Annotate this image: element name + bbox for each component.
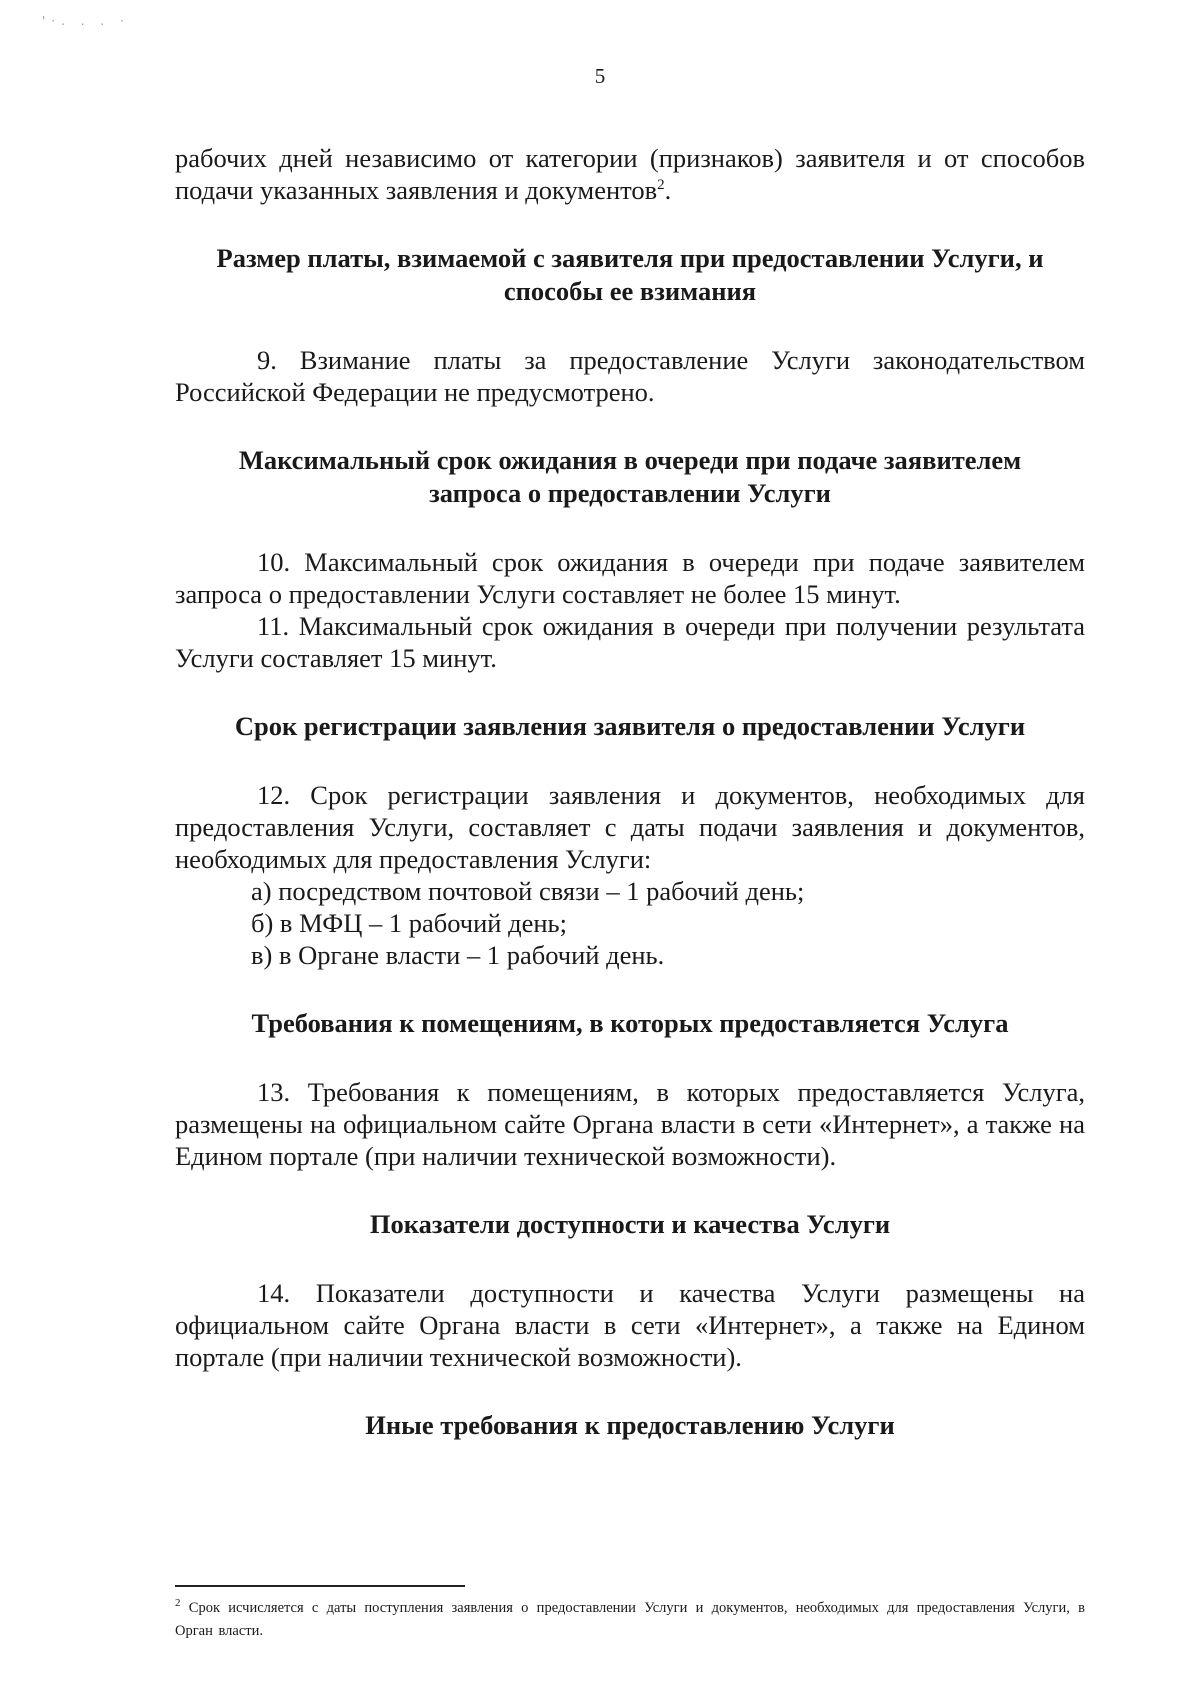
section-heading-premises: Требования к помещениям, в которых предоставляется Услуга bbox=[251, 1008, 1009, 1038]
section-heading-other-requirements: Иные требования к предоставлению Услуги bbox=[365, 1410, 895, 1440]
intro-tail: . bbox=[664, 175, 672, 205]
section-heading-queue-wait: Максимальный срок ожидания в очереди при подаче заявителем запроса о предоставлении Услуги bbox=[238, 445, 1022, 508]
intro-paragraph bbox=[175, 142, 1085, 206]
section-heading-registration: Срок регистрации заявления заявителя о предоставлении Услуги bbox=[234, 711, 1026, 741]
scan-artifact: '·. . . · bbox=[42, 14, 130, 28]
paragraph-12: 12. Срок регистрации заявления и документов, необходимых для предоставления Услуги, составляет с даты подачи заявления и документов, необходимых для предоставления Услуги: bbox=[175, 780, 1085, 874]
section-heading-accessibility: Показатели доступности и качества Услуги bbox=[369, 1209, 891, 1239]
paragraph-9: 9. Взимание платы за предоставление Услуги законодательством Российской Федерации не предусмотрено. bbox=[175, 345, 1085, 407]
section-heading-fee: Размер платы, взимаемой с заявителя при предоставлении Услуги, и способы ее взимания bbox=[216, 243, 1044, 306]
paragraph-11: 11. Максимальный срок ожидания в очереди при получении результата Услуги составляет 15 минут. bbox=[175, 611, 1085, 673]
document-body bbox=[175, 142, 1085, 1442]
paragraph-10: 10. Максимальный срок ожидания в очереди при подаче заявителем запроса о предоставлении Услуги составляет не более 15 минут. bbox=[175, 547, 1085, 609]
intro-text: рабочих дней независимо от категории (признаков) заявителя и от способов подачи указанных заявления и документов bbox=[175, 143, 1085, 205]
paragraph-13: 13. Требования к помещениям, в которых предоставляется Услуга, размещены на официальном сайте Органа власти в сети «Интернет», а также на Едином портале (при наличии технической возможности). bbox=[175, 1077, 1085, 1171]
footnote-ref: 2 bbox=[657, 177, 665, 194]
paragraph-14: 14. Показатели доступности и качества Услуги размещены на официальном сайте Органа власти в сети «Интернет», а также на Едином портале (при наличии технической возможности). bbox=[175, 1278, 1085, 1372]
page-number: 5 bbox=[594, 64, 606, 88]
footnote-divider bbox=[175, 1585, 465, 1587]
list-item-a: а) посредством почтовой связи – 1 рабочий день; bbox=[251, 876, 805, 906]
footnote-text: Срок исчисляется с даты поступления заявления о предоставлении Услуги и документов, необходимых для предоставления Услуги, в Орган власти. bbox=[175, 1600, 1085, 1639]
footnote-marker: 2 bbox=[175, 1597, 181, 1610]
list-item-c: в) в Органе власти – 1 рабочий день. bbox=[251, 940, 665, 970]
list-item-b: б) в МФЦ – 1 рабочий день; bbox=[251, 908, 567, 938]
footnote bbox=[175, 1597, 1085, 1643]
